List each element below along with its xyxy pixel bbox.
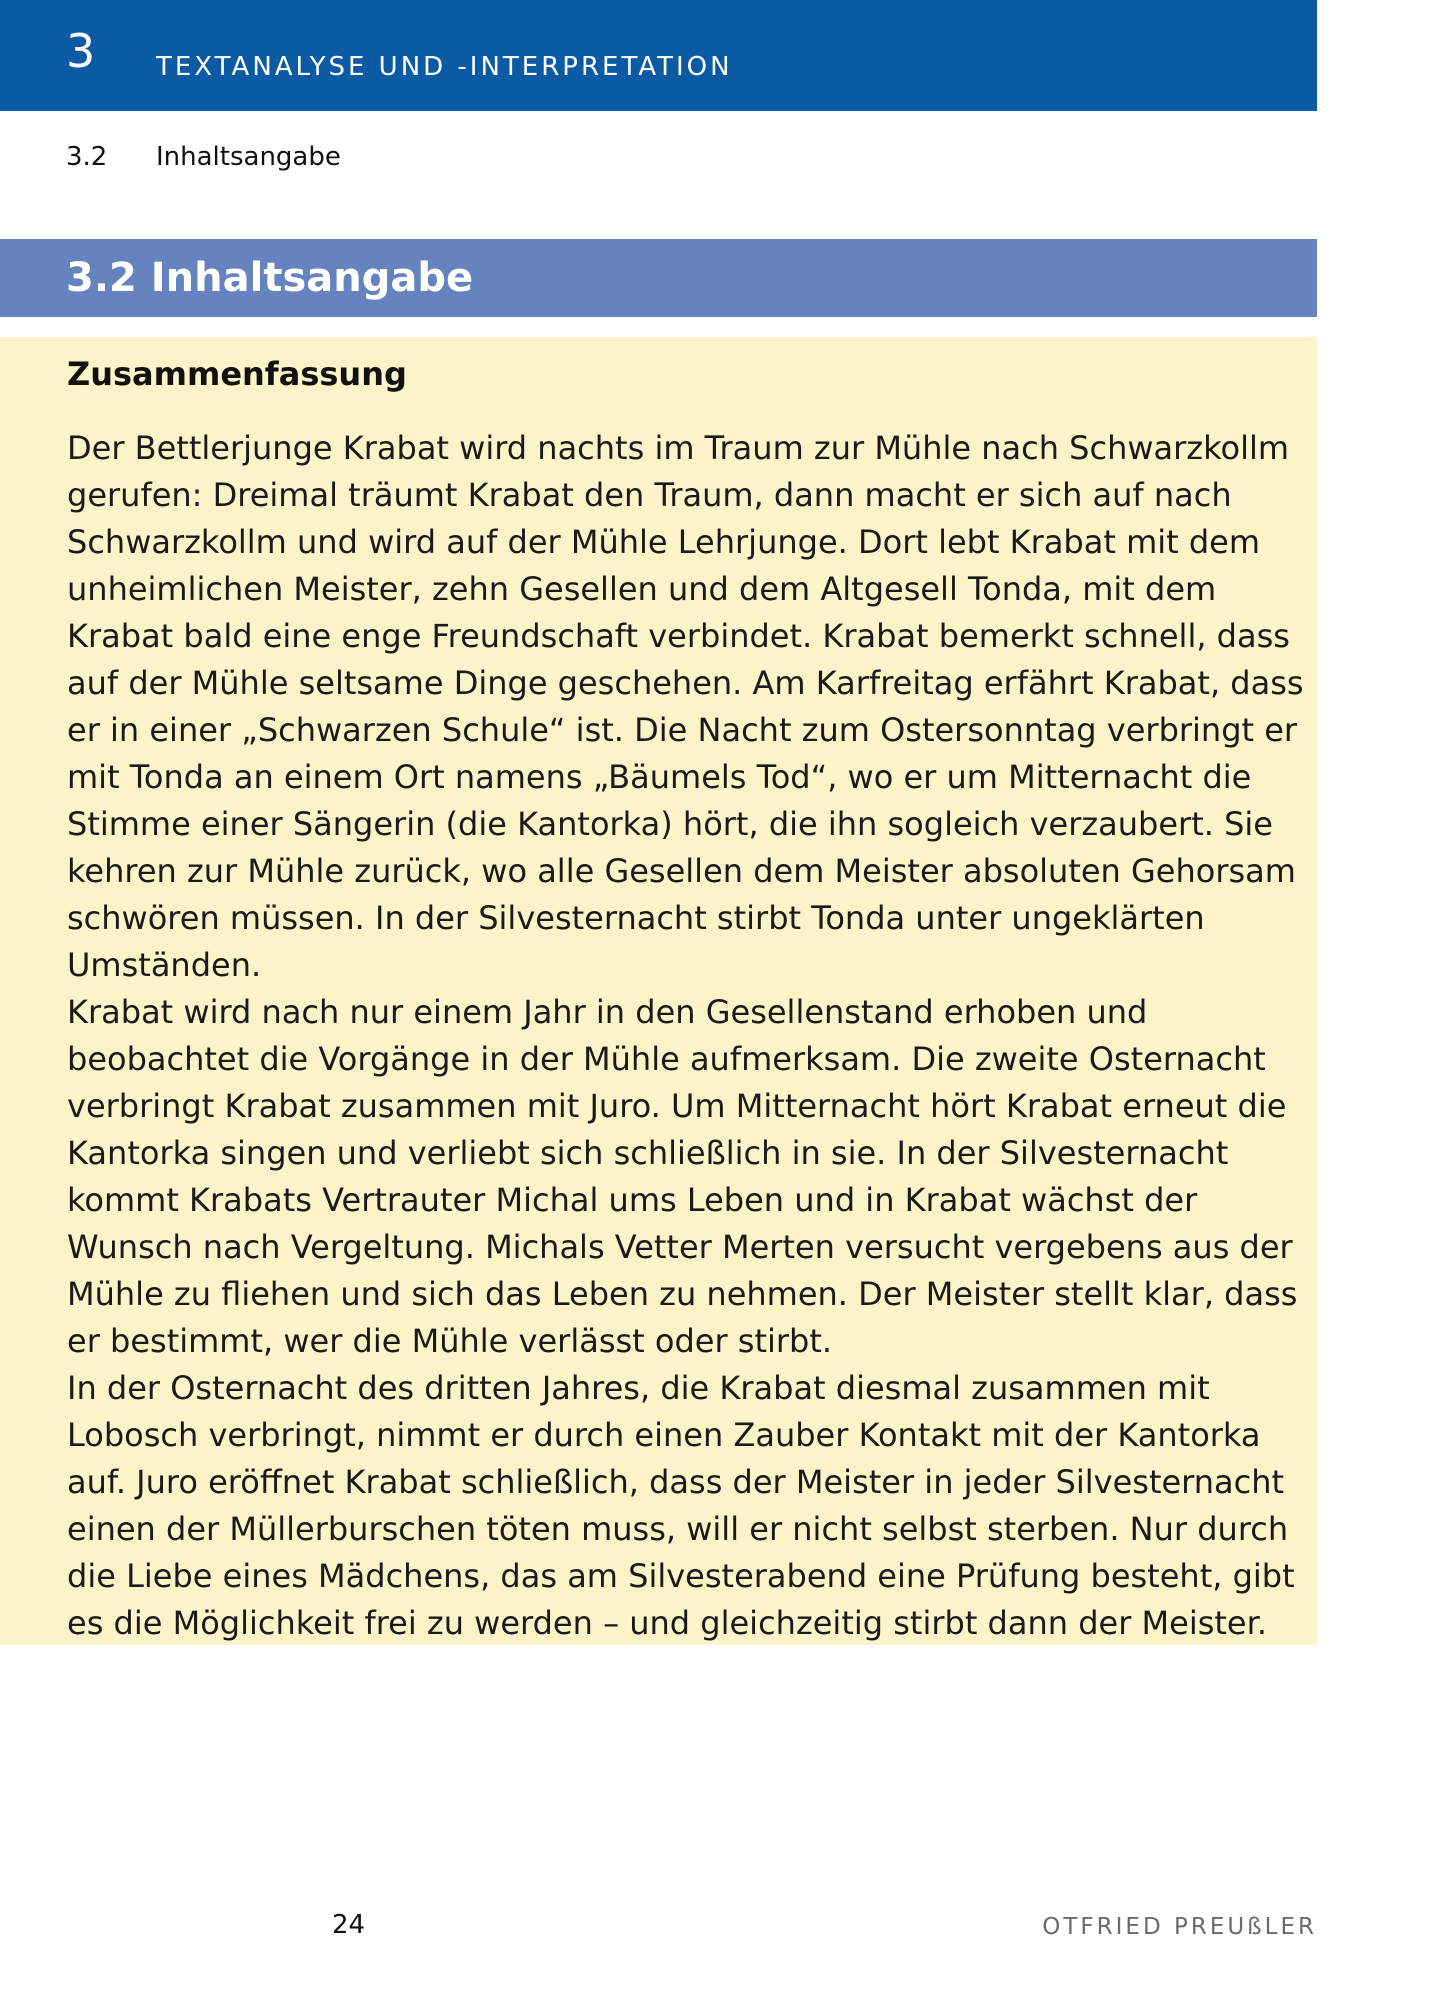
- page-number: 24: [332, 1910, 366, 1940]
- section-banner: [0, 239, 1317, 317]
- summary-heading: Zusammenfassung: [67, 355, 407, 393]
- summary-box: [0, 337, 1317, 1645]
- chapter-title: TEXTANALYSE UND -INTERPRETATION: [156, 52, 733, 82]
- summary-paragraph-2: Krabat wird nach nur einem Jahr in den Gesellenstand erhoben und beobachtet die Vorgänge in der Mühle aufmerksam. Die zweite Osternacht verbringt Krabat zusammen mit Juro. Um Mitternacht hört Krabat erneut die Kantorka singen und verliebt sich schließlich in sie. In der Silvesternacht kommt Krabats Vertrauter Michal ums Leben und in Krabat wächst der Wunsch nach Vergeltung. Michals Vetter Merten versucht vergebens aus der Mühle zu fliehen und sich das Leben zu nehmen. Der Meister stellt klar, dass er bestimmt, wer die Mühle verlässt oder stirbt.: [67, 993, 1298, 1360]
- summary-body: [67, 425, 1307, 1647]
- section-breadcrumb-number: 3.2: [66, 142, 108, 172]
- running-footer-author: OTFRIED PREUßLER: [1042, 1914, 1317, 1940]
- chapter-number: 3: [66, 24, 96, 78]
- section-breadcrumb-title: Inhaltsangabe: [156, 142, 341, 172]
- summary-paragraph-3: In der Osternacht des dritten Jahres, die Krabat diesmal zusammen mit Lobosch verbringt, nimmt er durch einen Zauber Kontakt mit der Kantorka auf. Juro eröffnet Krabat schließlich, dass der Meister in jeder Silvesternacht einen der Müllerburschen töten muss, will er nicht selbst sterben. Nur durch die Liebe eines Mädchens, das am Silvesterabend eine Prüfung besteht, gibt es die Möglichkeit frei zu werden – und gleichzeitig stirbt dann der Meister.: [67, 1369, 1295, 1642]
- summary-paragraph-1: Der Bettlerjunge Krabat wird nachts im Traum zur Mühle nach Schwarzkollm gerufen: Dreimal träumt Krabat den Traum, dann macht er sich auf nach Schwarzkollm und wird auf der Mühle Lehrjunge. Dort lebt Krabat mit dem unheimlichen Meister, zehn Gesellen und dem Altgesell Tonda, mit dem Krabat bald eine enge Freundschaft verbindet. Krabat bemerkt schnell, dass auf der Mühle seltsame Dinge geschehen. Am Karfreitag erfährt Krabat, dass er in einer „Schwarzen Schule“ ist. Die Nacht zum Ostersonntag verbringt er mit Tonda an einem Ort namens „Bäumels Tod“, wo er um Mitternacht die Stimme einer Sängerin (die Kantorka) hört, die ihn sogleich verzaubert. Sie kehren zur Mühle zurück, wo alle Gesellen dem Meister absoluten Gehorsam schwören müssen. In der Silvesternacht stirbt Tonda unter ungeklärten Umständen.: [67, 429, 1304, 984]
- section-banner-title: 3.2 Inhaltsangabe: [66, 255, 474, 301]
- chapter-header-bar: [0, 0, 1317, 111]
